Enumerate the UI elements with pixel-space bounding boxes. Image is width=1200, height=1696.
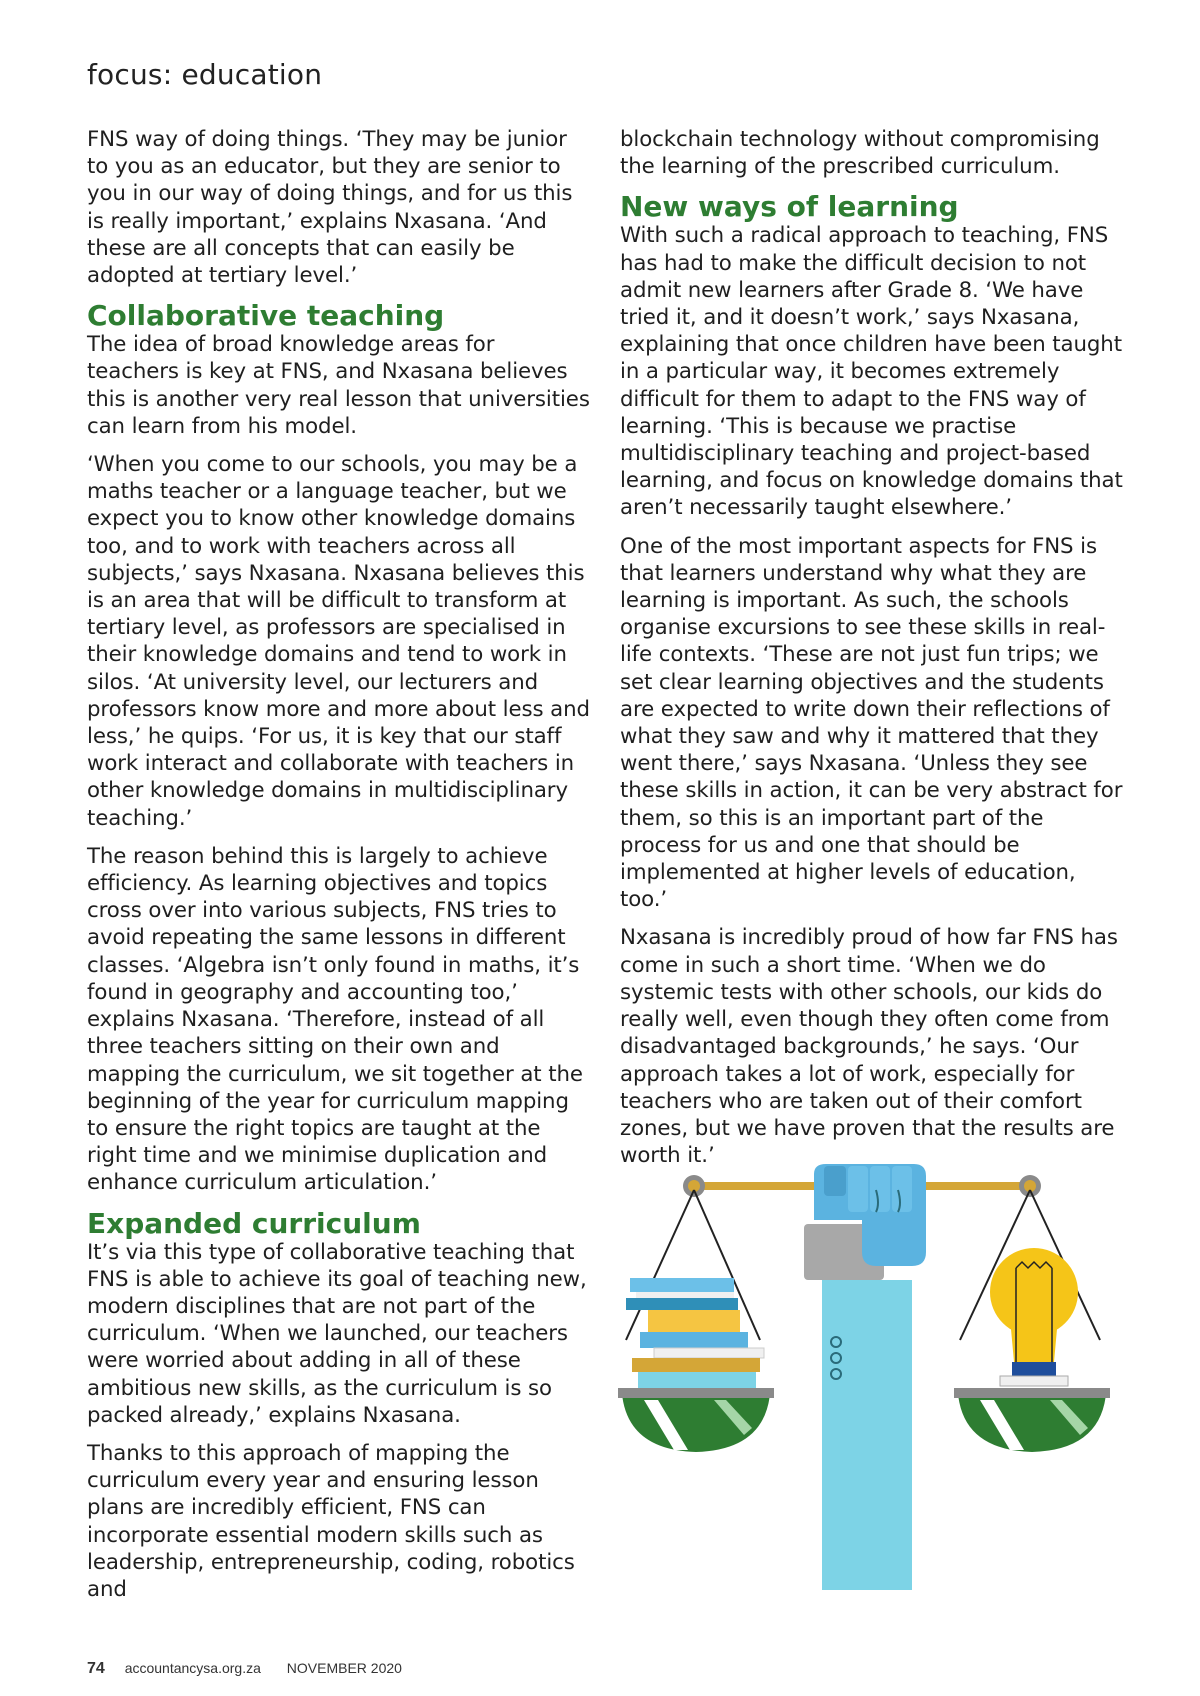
page-number: 74 <box>87 1660 105 1677</box>
pan-right <box>958 1394 1106 1452</box>
paragraph: Thanks to this approach of mapping the curriculum every year and ensuring lesson plans are incredibly efficient, FNS can incorporate essential modern skills such as leadership, entrepreneurship, coding, robotics and <box>87 1440 575 1602</box>
paragraph: One of the most important aspects for FNS is that learners understand why what they are learning is important. As such, the schools organise excursions to see these skills in real-life contexts. ‘These are not just fun trips; we set clear learning objectives and the students are expected to write down their reflections of what they saw and why it mattered that they went there,’ says Nxasana. ‘Unless they see these skills in action, it can be very abstract for them, so this is an important part of the process for us and one that should be implemented at higher levels of education, too.’ <box>620 533 1123 913</box>
heading-expanded-curriculum: Expanded curriculum <box>87 1206 421 1240</box>
paragraph: FNS way of doing things. ‘They may be junior to you as an educator, but they are senior to you in our way of doing things, and for us this is really important,’ explains Nxasana. ‘And these are all concepts that can easily be adopted at tertiary level.’ <box>87 127 573 289</box>
paragraph: ‘When you come to our schools, you may be a maths teacher or a language teacher, but we expect you to know other knowledge domains too, and to work with teachers across all subjects,’ says Nxasana. Nxasana believes this is an area that will be difficult to transform at tertiary level, as professors are specialised in their knowledge domains and tend to work in silos. ‘At university level, our lecturers and professors know more and more about less and less,’ he quips. ‘For us, it is key that our staff work interact and collaborate with teachers in other knowledge domains in multidisciplinary teaching.’ <box>87 452 590 831</box>
issue-date: NOVEMBER 2020 <box>286 1660 402 1676</box>
paragraph: Nxasana is incredibly proud of how far FNS has come in such a short time. ‘When we do systemic tests with other schools, our kids do really well, even though they often come from disadvantaged backgrounds,’ he says. ‘Our approach takes a lot of work, especially for teachers who are taken out of their comfort zones, but we have proven that the results are worth it.’ <box>620 925 1118 1169</box>
website-link[interactable]: accountancysa.org.za <box>124 1660 261 1676</box>
page-footer <box>87 1660 402 1678</box>
heading-collaborative-teaching: Collaborative teaching <box>87 299 445 333</box>
paragraph: blockchain technology without compromising the learning of the prescribed curriculum. <box>620 127 1100 180</box>
left-column <box>87 126 592 1603</box>
pan-left <box>622 1394 770 1452</box>
paragraph: The idea of broad knowledge areas for teachers is key at FNS, and Nxasana believes this is another very real lesson that universities can learn from his model. <box>87 332 590 439</box>
lightbulb-icon <box>990 1248 1078 1386</box>
books-icon <box>626 1278 764 1388</box>
paragraph: It’s via this type of collaborative teaching that FNS is able to achieve its goal of teaching new, modern disciplines that are not part of the curriculum. ‘When we launched, our teachers were worried about adding in all of these ambitious new skills, as the curriculum is so packed already,’ explains Nxasana. <box>87 1239 587 1428</box>
justice-scale-icon <box>614 1160 1114 1600</box>
arm <box>822 1280 912 1590</box>
right-column <box>620 126 1125 1169</box>
paragraph: With such a radical approach to teaching, FNS has had to make the difficult decision to not admit new learners after Grade 8. ‘We have tried it, and it doesn’t work,’ says Nxasana, explaining that once children have been taught in a particular way, it becomes extremely difficult for them to adapt to the FNS way of learning. ‘This is because we practise multidisciplinary teaching and project-based learning, and focus on knowledge domains that aren’t necessarily taught elsewhere.’ <box>620 223 1123 521</box>
paragraph: The reason behind this is largely to achieve efficiency. As learning objectives and topics cross over into various subjects, FNS tries to avoid repeating the same lessons in different classes. ‘Algebra isn’t only found in maths, it’s found in geography and accounting too,’ explains Nxasana. ‘Therefore, instead of all three teachers sitting on their own and mapping the curriculum, we sit together at the beginning of the year for curriculum mapping to ensure the right topics are taught at the right time and we minimise duplication and enhance curriculum articulation.’ <box>87 843 583 1196</box>
section-label: focus: education <box>87 58 323 91</box>
heading-new-ways-of-learning: New ways of learning <box>620 190 959 224</box>
